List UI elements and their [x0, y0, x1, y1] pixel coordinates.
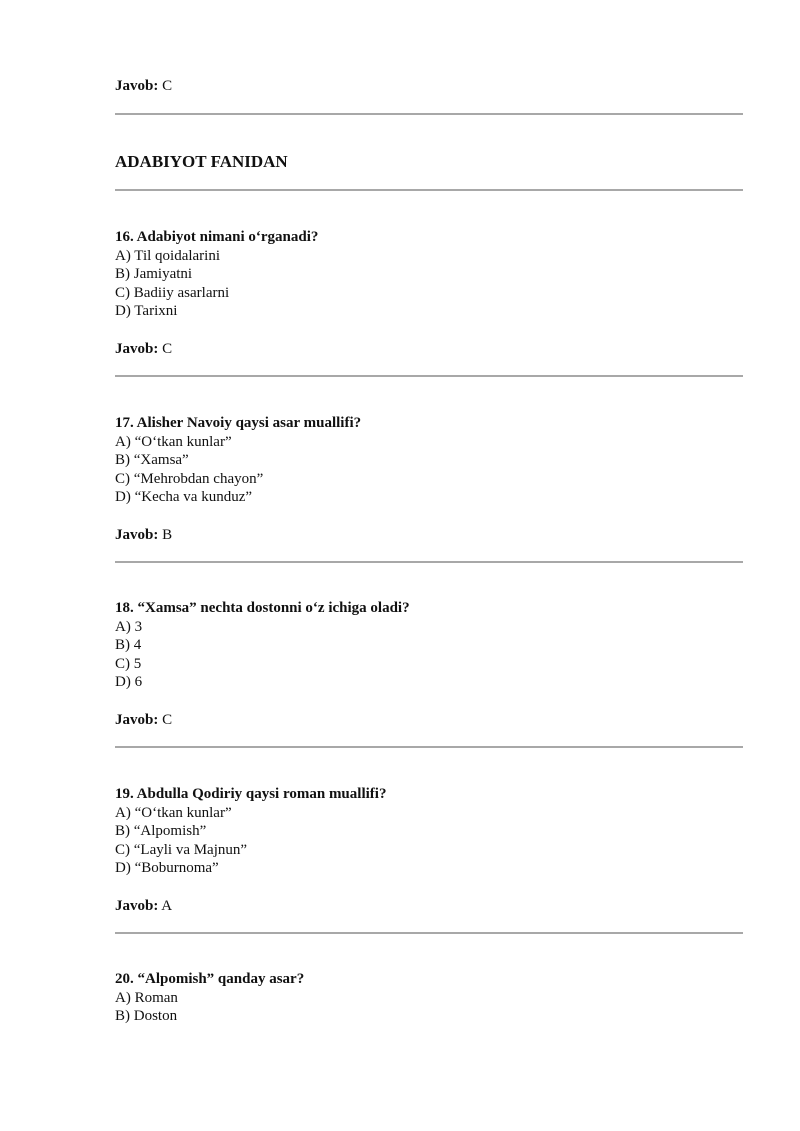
- answer-line: [115, 711, 172, 730]
- divider: [115, 189, 743, 191]
- answer-option: D) “Boburnoma”: [115, 860, 219, 877]
- question-block: [115, 785, 386, 878]
- divider: [115, 113, 743, 115]
- answer-option: C) 5: [115, 655, 142, 672]
- question-text: 19. Abdulla Qodiriy qaysi roman muallifi?: [115, 786, 387, 802]
- answer-option: A) Roman: [115, 989, 178, 1006]
- answer-value: C: [162, 712, 173, 728]
- question-text: 17. Alisher Navoiy qaysi asar muallifi?: [115, 415, 362, 431]
- answer-option: C) “Mehrobdan chayon”: [115, 470, 264, 487]
- answer-value: C: [162, 78, 173, 94]
- answer-option: A) Til qoidalarini: [115, 247, 221, 264]
- answer-option: D) Tarixni: [115, 303, 178, 320]
- answer-line: [115, 340, 172, 359]
- section-title: ADABIYOT FANIDAN: [115, 152, 288, 171]
- answer-line: [115, 526, 172, 545]
- answer-option: B) 4: [115, 637, 142, 654]
- answer-option: B) “Xamsa”: [115, 452, 189, 469]
- divider: [115, 561, 743, 563]
- answer-option: B) “Alpomish”: [115, 823, 207, 840]
- answer-label: Javob:: [115, 527, 159, 543]
- answer-option: B) Doston: [115, 1008, 178, 1025]
- question-block: [115, 599, 410, 692]
- answer-option: D) “Kecha va kunduz”: [115, 489, 253, 506]
- answer-label: Javob:: [115, 712, 159, 728]
- answer-option: A) 3: [115, 618, 143, 635]
- answer-value: B: [162, 527, 173, 543]
- divider: [115, 932, 743, 934]
- answer-value: A: [161, 898, 173, 914]
- answer-option: D) 6: [115, 674, 143, 691]
- question-text: 20. “Alpomish” qanday asar?: [115, 971, 305, 987]
- answer-option: C) “Layli va Majnun”: [115, 841, 248, 858]
- divider: [115, 375, 743, 377]
- answer-label: Javob:: [115, 898, 159, 914]
- answer-option: B) Jamiyatni: [115, 266, 193, 283]
- answer-line: [115, 77, 172, 96]
- answer-label: Javob:: [115, 78, 159, 94]
- answer-option: A) “O‘tkan kunlar”: [115, 433, 232, 450]
- answer-value: C: [162, 341, 173, 357]
- answer-option: C) Badiiy asarlarni: [115, 284, 230, 301]
- question-text: 18. “Xamsa” nechta dostonni o‘z ichiga oladi?: [115, 600, 410, 616]
- question-text: 16. Adabiyot nimani o‘rganadi?: [115, 229, 319, 245]
- answer-label: Javob:: [115, 341, 159, 357]
- question-block: [115, 414, 361, 507]
- question-block: [115, 970, 304, 1026]
- divider: [115, 746, 743, 748]
- answer-option: A) “O‘tkan kunlar”: [115, 804, 232, 821]
- question-block: [115, 228, 318, 321]
- answer-line: [115, 897, 172, 916]
